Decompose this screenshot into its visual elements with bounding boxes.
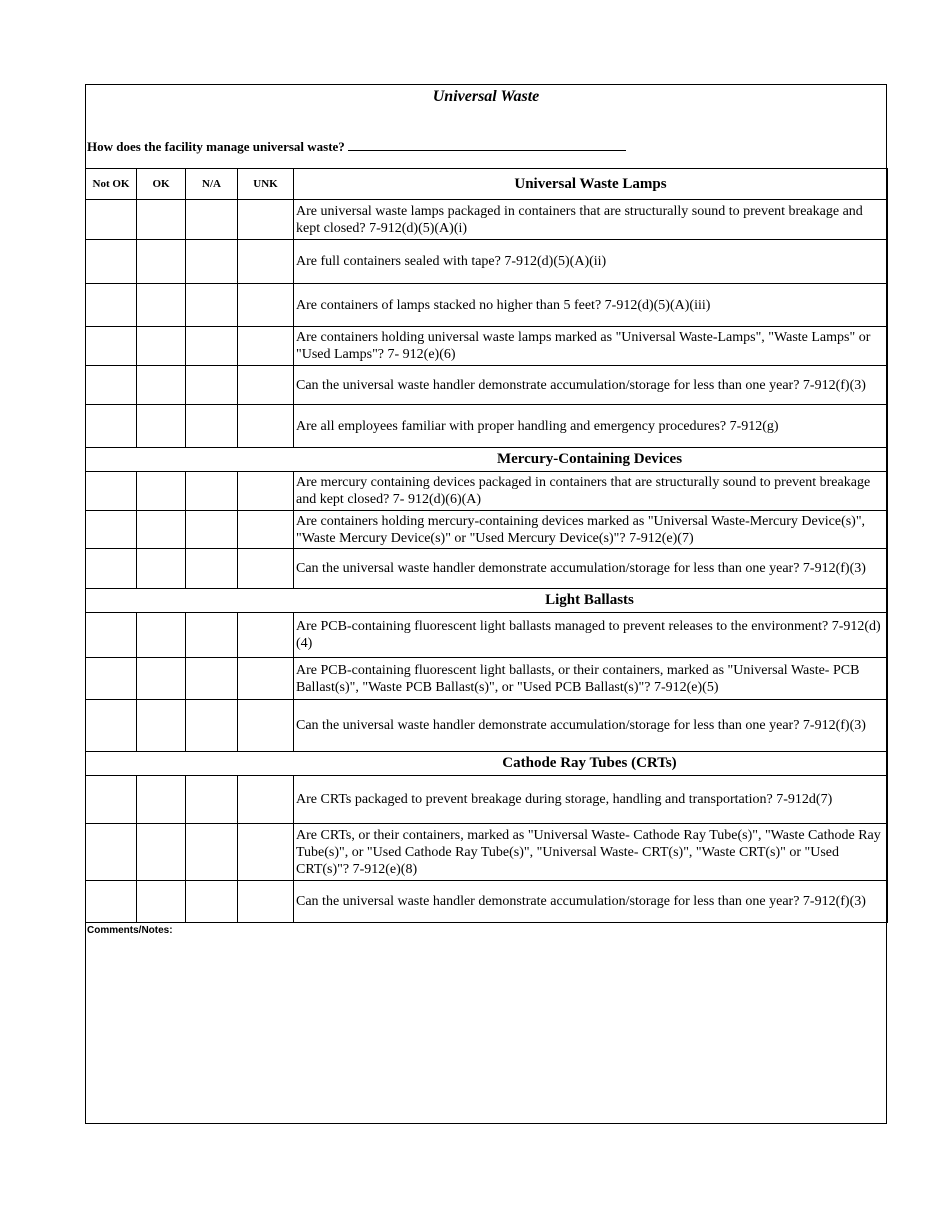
check-cell-unk[interactable] xyxy=(238,776,294,824)
check-cell-not-ok[interactable] xyxy=(86,405,137,448)
question-row xyxy=(86,200,888,240)
check-cell-unk[interactable] xyxy=(238,240,294,284)
check-cell-not-ok[interactable] xyxy=(86,200,137,240)
question-text: Are containers of lamps stacked no higher than 5 feet? 7-912(d)(5)(A)(iii) xyxy=(294,284,888,327)
check-cell-unk[interactable] xyxy=(238,613,294,658)
check-cell-ok[interactable] xyxy=(137,200,186,240)
section-heading: Mercury-Containing Devices xyxy=(86,448,888,472)
header-row xyxy=(86,169,888,200)
check-cell-na[interactable] xyxy=(186,824,238,881)
check-cell-not-ok[interactable] xyxy=(86,776,137,824)
check-cell-ok[interactable] xyxy=(137,327,186,366)
question-text: Are PCB-containing fluorescent light ballasts managed to prevent releases to the environment? 7-912(d)(4) xyxy=(294,613,888,658)
check-cell-ok[interactable] xyxy=(137,366,186,405)
question-row xyxy=(86,881,888,923)
question-row xyxy=(86,284,888,327)
check-cell-ok[interactable] xyxy=(137,549,186,589)
check-cell-na[interactable] xyxy=(186,658,238,700)
question-row xyxy=(86,366,888,405)
check-cell-not-ok[interactable] xyxy=(86,549,137,589)
check-cell-na[interactable] xyxy=(186,240,238,284)
check-cell-ok[interactable] xyxy=(137,700,186,752)
check-cell-not-ok[interactable] xyxy=(86,240,137,284)
col-not-ok: Not OK xyxy=(86,169,137,200)
question-text: Are CRTs, or their containers, marked as "Universal Waste- Cathode Ray Tube(s)", "Waste Cathode Ray Tube(s)", or "Used Cathode Ray Tube(s)", "Universal Waste- CRT(s)", "Waste CRT(s)" or "Used CRT(s)"? 7-912(e)(8) xyxy=(294,824,888,881)
check-cell-na[interactable] xyxy=(186,613,238,658)
check-cell-unk[interactable] xyxy=(238,824,294,881)
check-cell-ok[interactable] xyxy=(137,776,186,824)
check-cell-ok[interactable] xyxy=(137,881,186,923)
question-row xyxy=(86,511,888,549)
question-row xyxy=(86,613,888,658)
check-cell-not-ok[interactable] xyxy=(86,824,137,881)
check-cell-na[interactable] xyxy=(186,472,238,511)
question-row xyxy=(86,240,888,284)
col-ok: OK xyxy=(137,169,186,200)
section-row xyxy=(86,589,888,613)
check-cell-na[interactable] xyxy=(186,405,238,448)
comments-label: Comments/Notes: xyxy=(87,925,173,936)
question-row xyxy=(86,405,888,448)
check-cell-unk[interactable] xyxy=(238,327,294,366)
check-cell-not-ok[interactable] xyxy=(86,613,137,658)
check-cell-unk[interactable] xyxy=(238,405,294,448)
check-cell-ok[interactable] xyxy=(137,613,186,658)
section-row xyxy=(86,752,888,776)
question-text: Are all employees familiar with proper handling and emergency procedures? 7-912(g) xyxy=(294,405,888,448)
check-cell-unk[interactable] xyxy=(238,511,294,549)
question-text: Are containers holding universal waste lamps marked as "Universal Waste-Lamps", "Waste Lamps" or "Used Lamps"? 7- 912(e)(6) xyxy=(294,327,888,366)
question-text: Are CRTs packaged to prevent breakage during storage, handling and transportation? 7-912d(7) xyxy=(294,776,888,824)
check-cell-not-ok[interactable] xyxy=(86,366,137,405)
check-cell-na[interactable] xyxy=(186,700,238,752)
manage-question xyxy=(87,138,626,155)
section-heading: Cathode Ray Tubes (CRTs) xyxy=(86,752,888,776)
check-cell-ok[interactable] xyxy=(137,405,186,448)
page-title: Universal Waste xyxy=(432,88,540,105)
question-row xyxy=(86,776,888,824)
check-cell-na[interactable] xyxy=(186,284,238,327)
question-text: Are mercury containing devices packaged in containers that are structurally sound to prevent breakage and kept closed? 7- 912(d)(6)(A) xyxy=(294,472,888,511)
manage-question-text: How does the facility manage universal waste? xyxy=(87,139,345,154)
check-cell-not-ok[interactable] xyxy=(86,472,137,511)
question-row xyxy=(86,327,888,366)
check-cell-na[interactable] xyxy=(186,881,238,923)
check-cell-not-ok[interactable] xyxy=(86,881,137,923)
question-text: Can the universal waste handler demonstrate accumulation/storage for less than one year? 7-912(f)(3) xyxy=(294,700,888,752)
question-row xyxy=(86,549,888,589)
section-row xyxy=(86,448,888,472)
check-cell-unk[interactable] xyxy=(238,284,294,327)
check-cell-ok[interactable] xyxy=(137,658,186,700)
check-cell-unk[interactable] xyxy=(238,549,294,589)
section-heading: Light Ballasts xyxy=(86,589,888,613)
check-cell-unk[interactable] xyxy=(238,366,294,405)
question-text: Can the universal waste handler demonstrate accumulation/storage for less than one year? 7-912(f)(3) xyxy=(294,366,888,405)
question-text: Can the universal waste handler demonstrate accumulation/storage for less than one year? 7-912(f)(3) xyxy=(294,881,888,923)
col-unk: UNK xyxy=(238,169,294,200)
check-cell-na[interactable] xyxy=(186,776,238,824)
check-cell-na[interactable] xyxy=(186,366,238,405)
checklist-frame xyxy=(85,84,887,1124)
check-cell-not-ok[interactable] xyxy=(86,511,137,549)
check-cell-na[interactable] xyxy=(186,549,238,589)
check-cell-na[interactable] xyxy=(186,200,238,240)
check-cell-ok[interactable] xyxy=(137,824,186,881)
question-row xyxy=(86,658,888,700)
check-cell-na[interactable] xyxy=(186,327,238,366)
check-cell-unk[interactable] xyxy=(238,472,294,511)
manage-answer-blank[interactable] xyxy=(348,138,626,151)
checklist-table xyxy=(85,168,888,923)
question-row xyxy=(86,700,888,752)
question-text: Are containers holding mercury-containing devices marked as "Universal Waste-Mercury Device(s)", "Waste Mercury Device(s)" or "Used Mercury Device(s)"? 7-912(e)(7) xyxy=(294,511,888,549)
check-cell-na[interactable] xyxy=(186,511,238,549)
check-cell-unk[interactable] xyxy=(238,658,294,700)
check-cell-not-ok[interactable] xyxy=(86,658,137,700)
check-cell-not-ok[interactable] xyxy=(86,284,137,327)
check-cell-not-ok[interactable] xyxy=(86,700,137,752)
check-cell-ok[interactable] xyxy=(137,472,186,511)
col-na: N/A xyxy=(186,169,238,200)
check-cell-not-ok[interactable] xyxy=(86,327,137,366)
question-text: Are PCB-containing fluorescent light ballasts, or their containers, marked as "Universal Waste- PCB Ballast(s)", "Waste PCB Ballast(s)", or "Used PCB Ballast(s)"? 7-912(e)(5) xyxy=(294,658,888,700)
question-text: Are full containers sealed with tape? 7-912(d)(5)(A)(ii) xyxy=(294,240,888,284)
question-row xyxy=(86,472,888,511)
section-heading: Universal Waste Lamps xyxy=(294,169,888,200)
check-cell-ok[interactable] xyxy=(137,284,186,327)
check-cell-unk[interactable] xyxy=(238,881,294,923)
check-cell-unk[interactable] xyxy=(238,700,294,752)
question-row xyxy=(86,824,888,881)
check-cell-ok[interactable] xyxy=(137,511,186,549)
question-text: Are universal waste lamps packaged in containers that are structurally sound to prevent breakage and kept closed? 7-912(d)(5)(A)(i) xyxy=(294,200,888,240)
question-text: Can the universal waste handler demonstrate accumulation/storage for less than one year? 7-912(f)(3) xyxy=(294,549,888,589)
check-cell-ok[interactable] xyxy=(137,240,186,284)
check-cell-unk[interactable] xyxy=(238,200,294,240)
